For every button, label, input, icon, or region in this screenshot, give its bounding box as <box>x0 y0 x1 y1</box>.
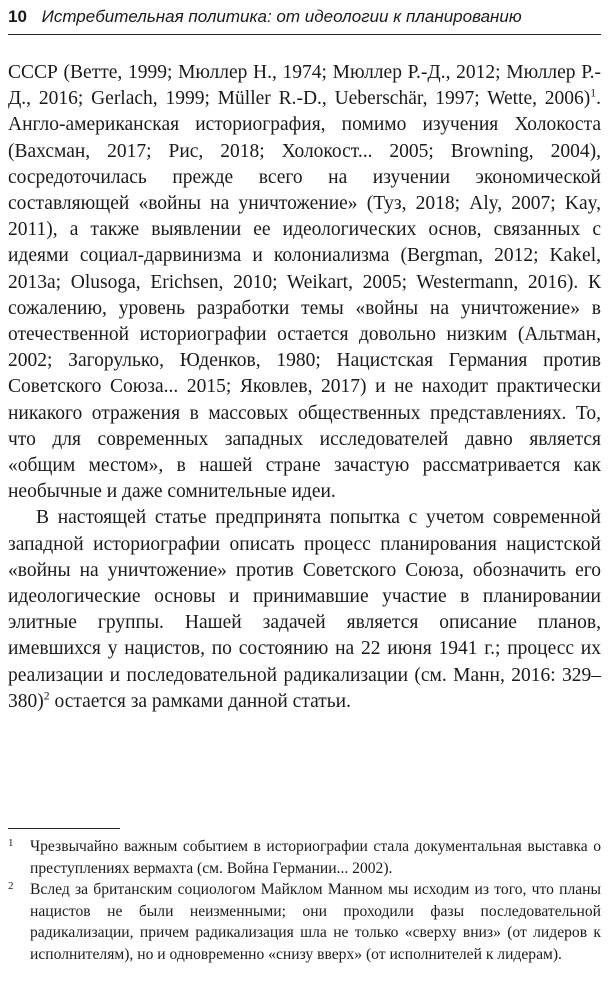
paragraph-2-text-continued: остается за рамками данной статьи. <box>49 690 351 712</box>
page-number: 10 <box>8 7 27 26</box>
running-title: Истребительная политика: от идеологии к планированию <box>41 7 522 26</box>
paragraph-2 <box>8 505 601 715</box>
footnotes <box>8 836 601 966</box>
main-text <box>8 60 601 715</box>
footnote-2 <box>8 879 601 965</box>
footnote-divider <box>8 828 120 829</box>
footnote-ref-2[interactable]: 2 <box>43 689 50 703</box>
footnote-ref-1[interactable]: 1 <box>590 86 597 100</box>
footnote-1-number: 1 <box>8 837 14 849</box>
paragraph-2-text: В настоящей статье предпринята попытка с учетом современной западной историографии описать процесс планирования нацистской «войны на уничтожение» против Советского Союза, обозначить его идеологические основы и принимавшие участие в планировании элитные группы. Нашей задачей является описание планов, имевшихся у нацистов, по состоянию на 22 июня 1941 г.; процесс их реализации и последовательной радикализации (см. Манн, 2016: 329–380) <box>8 507 601 712</box>
running-header <box>8 4 601 35</box>
footnote-2-text: Вслед за британским социологом Майклом Манном мы исходим из того, что планы нацистов не были неизменными; они проходили фазы последовательной радикализации, причем радикализация шла не только «сверху вниз» (от лидеров к исполнителям), но и одновременно «снизу вверх» (от исполнителей к лидерам). <box>30 881 601 963</box>
footnote-1 <box>8 836 601 879</box>
paragraph-1-text: СССР (Ветте, 1999; Мюллер Н., 1974; Мюллер Р.-Д., 2012; Мюллер Р.-Д., 2016; Gerlach, 1999; Müller R.-D., Ueberschär, 1997; Wette, 2006) <box>8 62 601 110</box>
footnote-1-text: Чрезвычайно важным событием в историографии стала документальная выставка о преступлениях вермахта (см. Война Германии... 2002). <box>30 838 601 877</box>
footnote-2-number: 2 <box>8 880 14 893</box>
paragraph-1 <box>8 60 601 505</box>
paragraph-1-text-continued: . Англо-американская историография, помимо изучения Холокоста (Вахсман, 2017; Рис, 2018; Холокост... 2005; Browning, 2004), сосредоточилась прежде всего на изучении экономической составляющей «войны на уничтожение» (Туз, 2018; Aly, 2007; Kay, 2011), а также выявлении ее идеологических основ, связанных с идеями социал-дарвинизма и колониализма (Bergman, 2012; Kakel, 2013a; Olusoga, Erichsen, 2010; Weikart, 2005; Westermann, 2016). К сожалению, уровень разработки темы «войны на уничтожение» в отечественной историографии остается довольно низким (Альтман, 2002; Загорулько, Юденков, 1980; Нацистская Германия против Советского Союза... 2015; Яковлев, 2017) и не находит практически никакого отражения в массовых общественных представлениях. То, что для современных западных исследователей давно является «общим местом», в нашей стране зачастую рассматривается как необычные и даже сомнительные идеи. <box>8 88 601 503</box>
